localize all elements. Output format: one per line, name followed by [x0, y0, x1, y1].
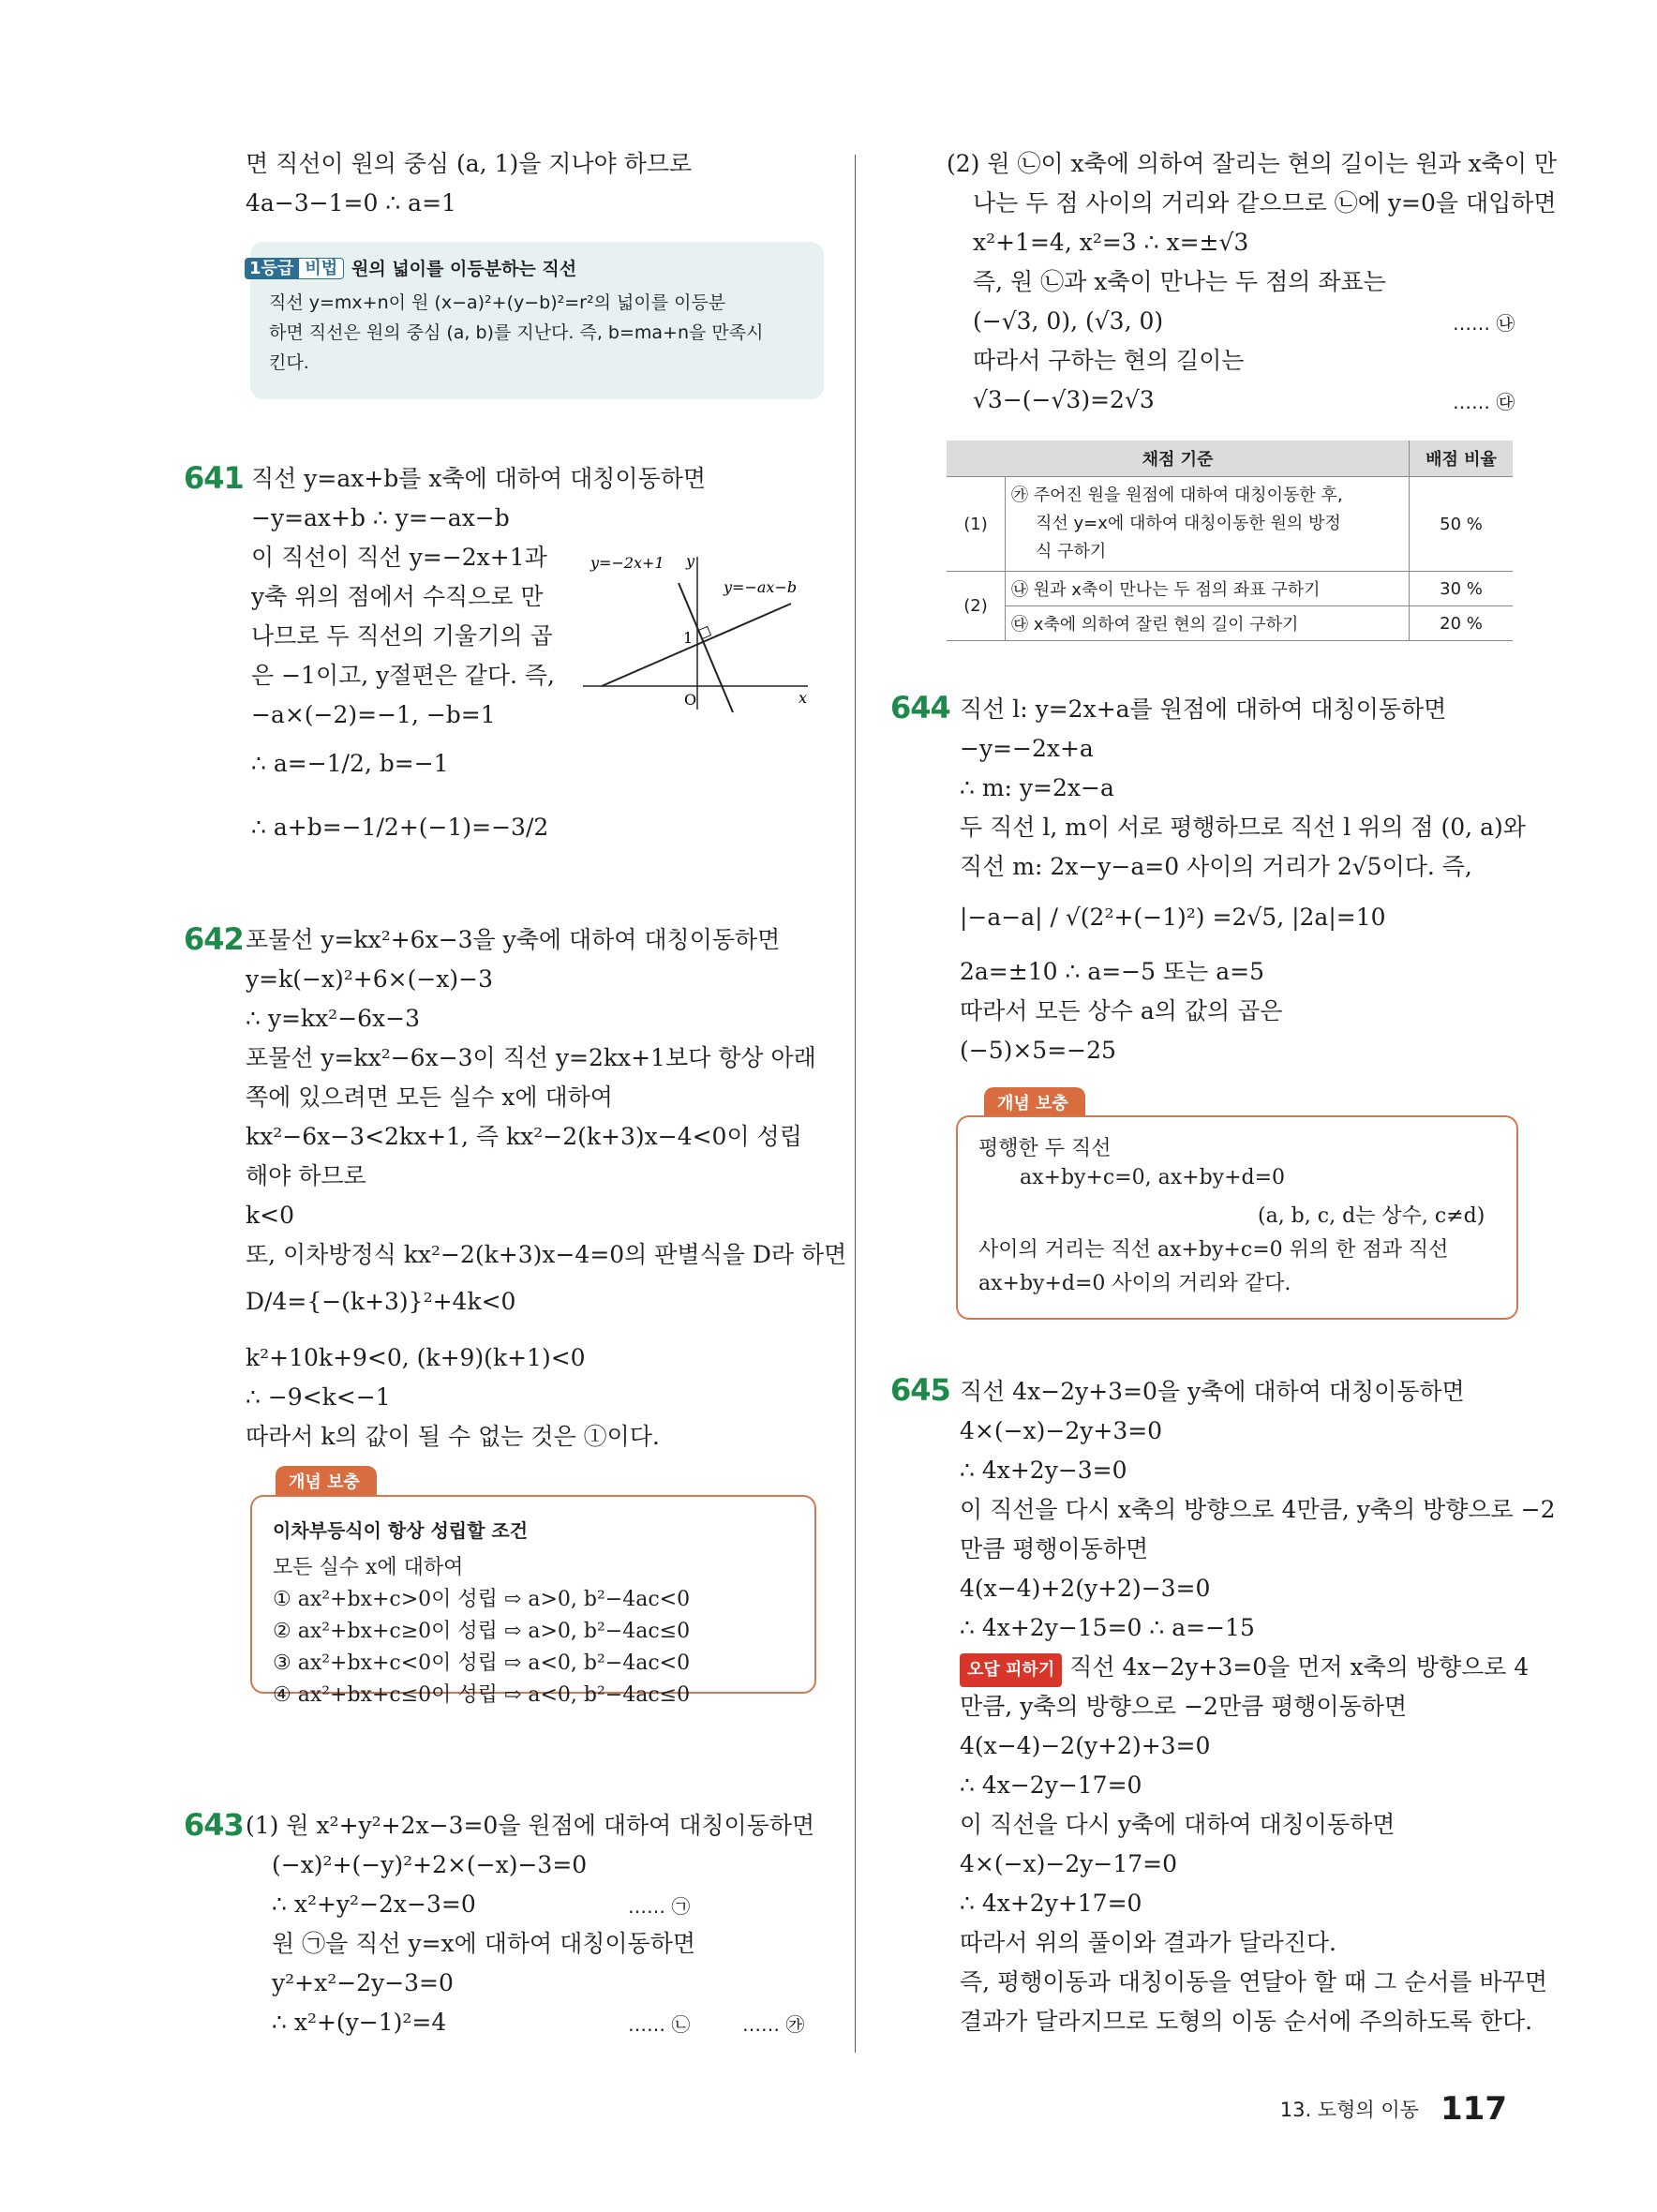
intro-line: 4a−3−1=0 ∴ a=1	[246, 189, 456, 217]
solution-line: ∴ m: y=2x−a	[960, 774, 1114, 801]
concept-box	[250, 1495, 816, 1707]
solution-line: −a×(−2)=−1, −b=1	[251, 701, 496, 728]
concept-line: ② ax²+bx+c≥0이 성립 ⇨ a>0, b²−4ac≤0	[273, 1620, 691, 1643]
solution-line: 나는 두 점 사이의 거리와 같으므로 ㉡에 y=0을 대입하면	[973, 189, 1557, 217]
table-header: 배점 비율	[1410, 441, 1514, 477]
intro-line: 면 직선이 원의 중심 (a, 1)을 지나야 하므로	[246, 150, 693, 177]
solution-line: ∴ 4x+2y+17=0	[960, 1890, 1142, 1917]
score-mark: …… ㉮	[742, 2013, 805, 2036]
solution-line: 4×(−x)−2y−17=0	[960, 1850, 1177, 1877]
solution-line: 직선 y=ax+b를 x축에 대하여 대칭이동하면	[251, 465, 707, 492]
solution-line: 2a=±10 ∴ a=−5 또는 a=5	[960, 958, 1264, 985]
axis-label: x	[799, 689, 808, 707]
graph-label: y=−ax−b	[724, 578, 798, 596]
concept-line: ① ax²+bx+c>0이 성립 ⇨ a>0, b²−4ac<0	[273, 1588, 691, 1611]
solution-line: 원 ㉠을 직선 y=x에 대하여 대칭이동하면	[272, 1930, 696, 1957]
solution-line: 만큼 평행이동하면	[960, 1535, 1149, 1562]
solution-line: (2) 원 ㉡이 x축에 의하여 잘리는 현의 길이는 원과 x축이 만	[947, 150, 1558, 177]
solution-line: (−5)×5=−25	[960, 1037, 1116, 1064]
solution-line: 해야 하므로	[246, 1162, 366, 1189]
column-divider	[855, 155, 856, 2053]
solution-line: (1) 원 x²+y²+2x−3=0을 원점에 대하여 대칭이동하면	[246, 1812, 815, 1839]
solution-line: (−x)²+(−y)²+2×(−x)−3=0	[272, 1851, 588, 1878]
tip-tag: 1등급 비법	[245, 255, 344, 279]
solution-line: √3−(−√3)=2√3	[973, 386, 1155, 413]
solution-line: 쪽에 있으려면 모든 실수 x에 대하여	[246, 1084, 613, 1111]
solution-line: 직선 m: 2x−y−a=0 사이의 거리가 2√5이다. 즉,	[960, 853, 1472, 880]
solution-line: y²+x²−2y−3=0	[272, 1969, 454, 1996]
concept-line: 평행한 두 직선	[978, 1137, 1112, 1160]
solution-line: 따라서 구하는 현의 길이는	[973, 347, 1245, 374]
wrong-answer-tag: 오답 피하기	[960, 1653, 1062, 1687]
concept-line: ③ ax²+bx+c<0이 성립 ⇨ a<0, b²−4ac<0	[273, 1652, 691, 1675]
score-mark: …… ㉰	[1453, 391, 1515, 413]
concept-tag: 개념 보충	[984, 1087, 1085, 1117]
solution-line: ∴ 4x+2y−15=0 ∴ a=−15	[960, 1614, 1255, 1641]
problem-number: 641	[184, 460, 244, 496]
solution-line: 이 직선을 다시 x축의 방향으로 4만큼, y축의 방향으로 −2	[960, 1496, 1556, 1523]
solution-line: |−a−a| / √(2²+(−1)²) =2√5, |2a|=10	[960, 904, 1386, 931]
solution-line: 직선 4x−2y+3=0을 y축에 대하여 대칭이동하면	[960, 1378, 1465, 1405]
page-footer	[1280, 2090, 1507, 2128]
concept-title: 이차부등식이 항상 성립할 조건	[273, 1519, 529, 1542]
problem-number: 643	[184, 1807, 244, 1843]
solution-line: ∴ 4x−2y−17=0	[960, 1771, 1142, 1799]
solution-line: 따라서 위의 풀이와 결과가 달라진다.	[960, 1929, 1336, 1956]
graph-label: y=−2x+1	[590, 554, 664, 572]
problem-number: 642	[184, 921, 244, 957]
solution-line: ∴ x²+y²−2x−3=0	[272, 1891, 476, 1918]
solution-line: ∴ a+b=−1/2+(−1)=−3/2	[251, 814, 549, 841]
solution-line: −y=ax+b ∴ y=−ax−b	[251, 504, 510, 531]
table-header: 채점 기준	[947, 441, 1410, 477]
solution-line: y=k(−x)²+6×(−x)−3	[246, 965, 494, 993]
score-mark: …… ㉯	[1453, 312, 1515, 335]
solution-line: ∴ 4x+2y−3=0	[960, 1457, 1127, 1484]
solution-line: 즉, 평행이동과 대칭이동을 연달아 할 때 그 순서를 바꾸면	[960, 1968, 1547, 1995]
solution-line: 4(x−4)+2(y+2)−3=0	[960, 1575, 1211, 1602]
concept-line: ④ ax²+bx+c≤0이 성립 ⇨ a<0, b²−4ac≤0	[273, 1683, 691, 1707]
solution-line: k<0	[246, 1202, 295, 1229]
equation-mark: …… ㉠	[628, 1895, 691, 1918]
problem-number: 644	[890, 690, 950, 725]
concept-line: 사이의 거리는 직선 ax+by+c=0 위의 한 점과 직선	[978, 1238, 1449, 1262]
solution-line: kx²−6x−3<2kx+1, 즉 kx²−2(k+3)x−4<0이 성립	[246, 1123, 802, 1150]
solution-line: x²+1=4, x²=3 ∴ x=±√3	[973, 229, 1249, 256]
axis-label: y	[686, 552, 695, 570]
solution-line: 만큼, y축의 방향으로 −2만큼 평행이동하면	[960, 1693, 1408, 1720]
tip-box	[250, 242, 824, 399]
solution-line: 두 직선 l, m이 서로 평행하므로 직선 l 위의 점 (0, a)와	[960, 814, 1526, 841]
solution-line: 포물선 y=kx²+6x−3을 y축에 대하여 대칭이동하면	[246, 926, 781, 953]
equation-mark: …… ㉡	[628, 2013, 691, 2036]
table-row: (1) ㉮ 주어진 원을 원점에 대하여 대칭이동한 후, 직선 y=x에 대하여 대칭이동한 원의 방정 식 구하기 50 %	[947, 477, 1513, 572]
solution-line: D/4={−(k+3)}²+4k<0	[246, 1288, 516, 1315]
solution-line: 이 직선을 다시 y축에 대하여 대칭이동하면	[960, 1811, 1396, 1838]
solution-line: −y=−2x+a	[960, 735, 1094, 762]
concept-line: ax+by+d=0 사이의 거리와 같다.	[978, 1272, 1291, 1295]
page-number: 117	[1441, 2090, 1507, 2128]
concept-line: 모든 실수 x에 대하여	[273, 1556, 464, 1579]
tip-title: 원의 넓이를 이등분하는 직선	[351, 259, 577, 279]
solution-line: 포물선 y=kx²−6x−3이 직선 y=2kx+1보다 항상 아래	[246, 1044, 816, 1071]
concept-tag: 개념 보충	[276, 1466, 377, 1496]
solution-line: 직선 l: y=2x+a를 원점에 대하여 대칭이동하면	[960, 695, 1447, 723]
solution-line: 결과가 달라지므로 도형의 이동 순서에 주의하도록 한다.	[960, 2008, 1533, 2035]
intercept-label: 1	[683, 629, 694, 647]
solution-line: 따라서 k의 값이 될 수 없는 것은 ①이다.	[246, 1423, 660, 1450]
solution-line: 이 직선이 직선 y=−2x+1과	[251, 544, 547, 571]
table-row: (2) ㉯ 원과 x축이 만나는 두 점의 좌표 구하기 30 %	[947, 572, 1513, 606]
solution-line: 4×(−x)−2y+3=0	[960, 1417, 1163, 1444]
solution-line: (−√3, 0), (√3, 0)	[973, 307, 1164, 335]
solution-line: 나므로 두 직선의 기울기의 곱	[251, 622, 553, 650]
line-2	[602, 604, 791, 686]
solution-line: ∴ x²+(y−1)²=4	[272, 2009, 447, 2036]
chapter-title: 13. 도형의 이동	[1279, 2099, 1419, 2121]
origin-label: O	[684, 691, 697, 709]
table-row: ㉰ x축에 의하여 잘린 현의 길이 구하기 20 %	[947, 606, 1513, 641]
solution-line: ∴ y=kx²−6x−3	[246, 1005, 420, 1032]
tip-line: 직선 y=mx+n이 원 (x−a)²+(y−b)²=r²의 넓이를 이등분	[269, 292, 726, 313]
solution-line: ∴ a=−1/2, b=−1	[251, 750, 449, 777]
tip-line: 하면 직선은 원의 중심 (a, b)를 지난다. 즉, b=ma+n을 만족시	[269, 322, 764, 343]
concept-line: (a, b, c, d는 상수, c≠d)	[1258, 1204, 1485, 1228]
solution-line: 오답 피하기 직선 4x−2y+3=0을 먼저 x축의 방향으로 4	[960, 1652, 1529, 1687]
concept-line: ax+by+c=0, ax+by+d=0	[1020, 1166, 1286, 1189]
concept-box	[956, 1115, 1518, 1320]
solution-line: 4(x−4)−2(y+2)+3=0	[960, 1732, 1211, 1759]
solution-line: k²+10k+9<0, (k+9)(k+1)<0	[246, 1344, 586, 1371]
solution-line: 은 −1이고, y절편은 같다. 즉,	[251, 662, 555, 689]
solution-line: ∴ −9<k<−1	[246, 1383, 391, 1411]
tip-line: 킨다.	[269, 352, 309, 373]
solution-line: 따라서 모든 상수 a의 값의 곱은	[960, 997, 1283, 1024]
grading-table	[947, 441, 1513, 641]
solution-line: 즉, 원 ㉡과 x축이 만나는 두 점의 좌표는	[973, 268, 1386, 295]
problem-number: 645	[890, 1372, 950, 1408]
solution-line: 또, 이차방정식 kx²−2(k+3)x−4=0의 판별식을 D라 하면	[246, 1241, 847, 1268]
solution-line: y축 위의 점에서 수직으로 만	[251, 583, 544, 610]
line-graph	[574, 546, 817, 714]
